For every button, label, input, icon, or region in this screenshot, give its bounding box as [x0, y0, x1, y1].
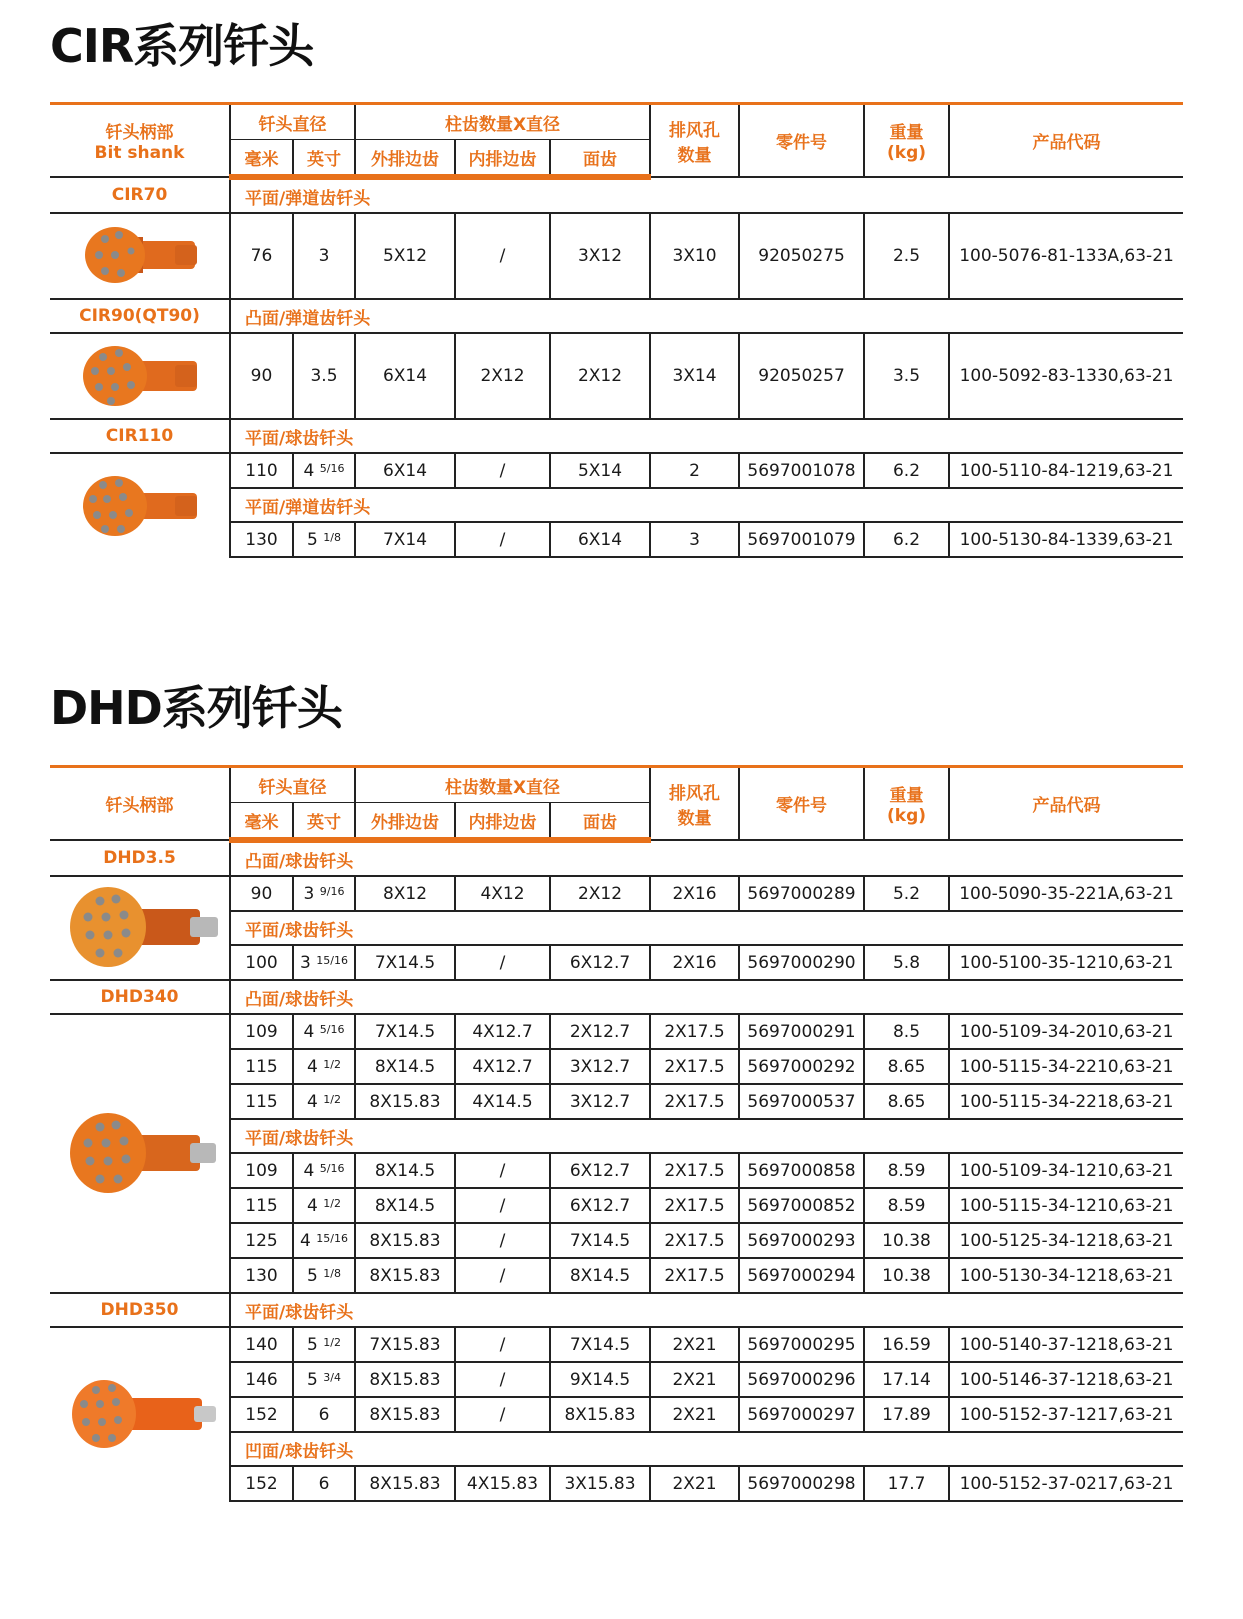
col-inner: 内排边齿: [455, 803, 550, 841]
table-row: 109 4 $^{5/16}$ 7X14.5 4X12.7 2X12.7 2X17.5 5697000291 8.5 100-5109-34-2010,63-21: [50, 1014, 1183, 1049]
drill-bit-icon: [60, 1370, 220, 1460]
col-shank: 钎头柄部 Bit shank: [50, 104, 230, 178]
col-part: 零件号: [739, 767, 864, 841]
drill-bit-icon: [60, 883, 220, 973]
col-face: 面齿: [550, 140, 650, 178]
table-row: 146 5 $^{3/4}$ 8X15.83 / 9X14.5 2X21 5697000296 17.14 100-5146-37-1218,63-21: [50, 1362, 1183, 1397]
col-code: 产品代码: [949, 767, 1183, 841]
bit-image: [50, 1014, 230, 1293]
table-row: 140 5 $^{1/2}$ 7X15.83 / 7X14.5 2X21 5697000295 16.59 100-5140-37-1218,63-21: [50, 1327, 1183, 1362]
bit-type: 凸面/弹道齿钎头: [230, 299, 1183, 333]
bit-type: 凸面/球齿钎头: [230, 980, 1183, 1014]
col-shank: 钎头柄部: [50, 767, 230, 841]
model-name: DHD3.5: [50, 840, 230, 876]
cir-section-title: CIR系列钎头: [50, 19, 314, 73]
table-row: 130 5 $^{1/8}$ 7X14 / 6X14 3 5697001079 6.2 100-5130-84-1339,63-21: [50, 522, 1183, 557]
model-name: CIR110: [50, 419, 230, 453]
bit-type: 凸面/球齿钎头: [230, 840, 1183, 876]
col-diameter: 钎头直径: [230, 767, 355, 803]
bit-type: 平面/球齿钎头: [230, 1119, 1183, 1153]
bit-image: [50, 213, 230, 299]
col-gauge: 外排边齿: [355, 803, 455, 841]
col-mm: 毫米: [230, 803, 293, 841]
model-name: DHD340: [50, 980, 230, 1014]
table-row: 152 6 8X15.83 4X15.83 3X15.83 2X21 5697000298 17.7 100-5152-37-0217,63-21: [50, 1466, 1183, 1501]
col-buttons: 柱齿数量X直径: [355, 767, 650, 803]
bit-image: [50, 876, 230, 980]
bit-image: [50, 1327, 230, 1501]
cir-table: [50, 102, 1183, 558]
drill-bit-icon: [75, 341, 205, 411]
table-row: 125 4 $^{15/16}$ 8X15.83 / 7X14.5 2X17.5 5697000293 10.38 100-5125-34-1218,63-21: [50, 1223, 1183, 1258]
col-part: 零件号: [739, 104, 864, 178]
col-code: 产品代码: [949, 104, 1183, 178]
col-flush: 排风孔 数量: [650, 767, 739, 841]
col-weight: 重量 (kg): [864, 104, 949, 178]
col-flush: 排风孔 数量: [650, 104, 739, 178]
table-row: 100 3 $^{15/16}$ 7X14.5 / 6X12.7 2X16 5697000290 5.8 100-5100-35-1210,63-21: [50, 945, 1183, 980]
table-row: 110 4 $^{5/16}$ 6X14 / 5X14 2 5697001078 6.2 100-5110-84-1219,63-21: [50, 453, 1183, 488]
drill-bit-icon: [60, 1109, 220, 1199]
bit-type: 平面/球齿钎头: [230, 419, 1183, 453]
model-name: DHD350: [50, 1293, 230, 1327]
col-inch: 英寸: [293, 803, 355, 841]
bit-type: 凹面/球齿钎头: [230, 1432, 1183, 1466]
col-buttons: 柱齿数量X直径: [355, 104, 650, 140]
bit-image: [50, 333, 230, 419]
dhd-section-title: DHD系列钎头: [50, 681, 342, 735]
table-row: 76 3 5X12 / 3X12 3X10 92050275 2.5 100-5076-81-133A,63-21: [50, 213, 1183, 299]
drill-bit-icon: [75, 471, 205, 541]
col-gauge: 外排边齿: [355, 140, 455, 178]
col-mm: 毫米: [230, 140, 293, 178]
table-row: 90 3.5 6X14 2X12 2X12 3X14 92050257 3.5 100-5092-83-1330,63-21: [50, 333, 1183, 419]
table-row: 90 3 $^{9/16}$ 8X12 4X12 2X12 2X16 5697000289 5.2 100-5090-35-221A,63-21: [50, 876, 1183, 911]
table-row: 115 4 $^{1/2}$ 8X14.5 4X12.7 3X12.7 2X17.5 5697000292 8.65 100-5115-34-2210,63-21: [50, 1049, 1183, 1084]
bit-type: 平面/球齿钎头: [230, 911, 1183, 945]
bit-type: 平面/球齿钎头: [230, 1293, 1183, 1327]
model-name: CIR90(QT90): [50, 299, 230, 333]
bit-image: [50, 453, 230, 557]
col-diameter: 钎头直径: [230, 104, 355, 140]
col-inner: 内排边齿: [455, 140, 550, 178]
table-row: 109 4 $^{5/16}$ 8X14.5 / 6X12.7 2X17.5 5697000858 8.59 100-5109-34-1210,63-21: [50, 1153, 1183, 1188]
bit-type: 平面/弹道齿钎头: [230, 177, 1183, 213]
bit-type: 平面/弹道齿钎头: [230, 488, 1183, 522]
model-name: CIR70: [50, 177, 230, 213]
col-inch: 英寸: [293, 140, 355, 178]
dhd-table: [50, 765, 1183, 1502]
table-row: 115 4 $^{1/2}$ 8X14.5 / 6X12.7 2X17.5 5697000852 8.59 100-5115-34-1210,63-21: [50, 1188, 1183, 1223]
table-row: 152 6 8X15.83 / 8X15.83 2X21 5697000297 17.89 100-5152-37-1217,63-21: [50, 1397, 1183, 1432]
table-row: 115 4 $^{1/2}$ 8X15.83 4X14.5 3X12.7 2X17.5 5697000537 8.65 100-5115-34-2218,63-21: [50, 1084, 1183, 1119]
col-face: 面齿: [550, 803, 650, 841]
table-row: 130 5 $^{1/8}$ 8X15.83 / 8X14.5 2X17.5 5697000294 10.38 100-5130-34-1218,63-21: [50, 1258, 1183, 1293]
drill-bit-icon: [75, 221, 205, 291]
col-weight: 重量 (kg): [864, 767, 949, 841]
